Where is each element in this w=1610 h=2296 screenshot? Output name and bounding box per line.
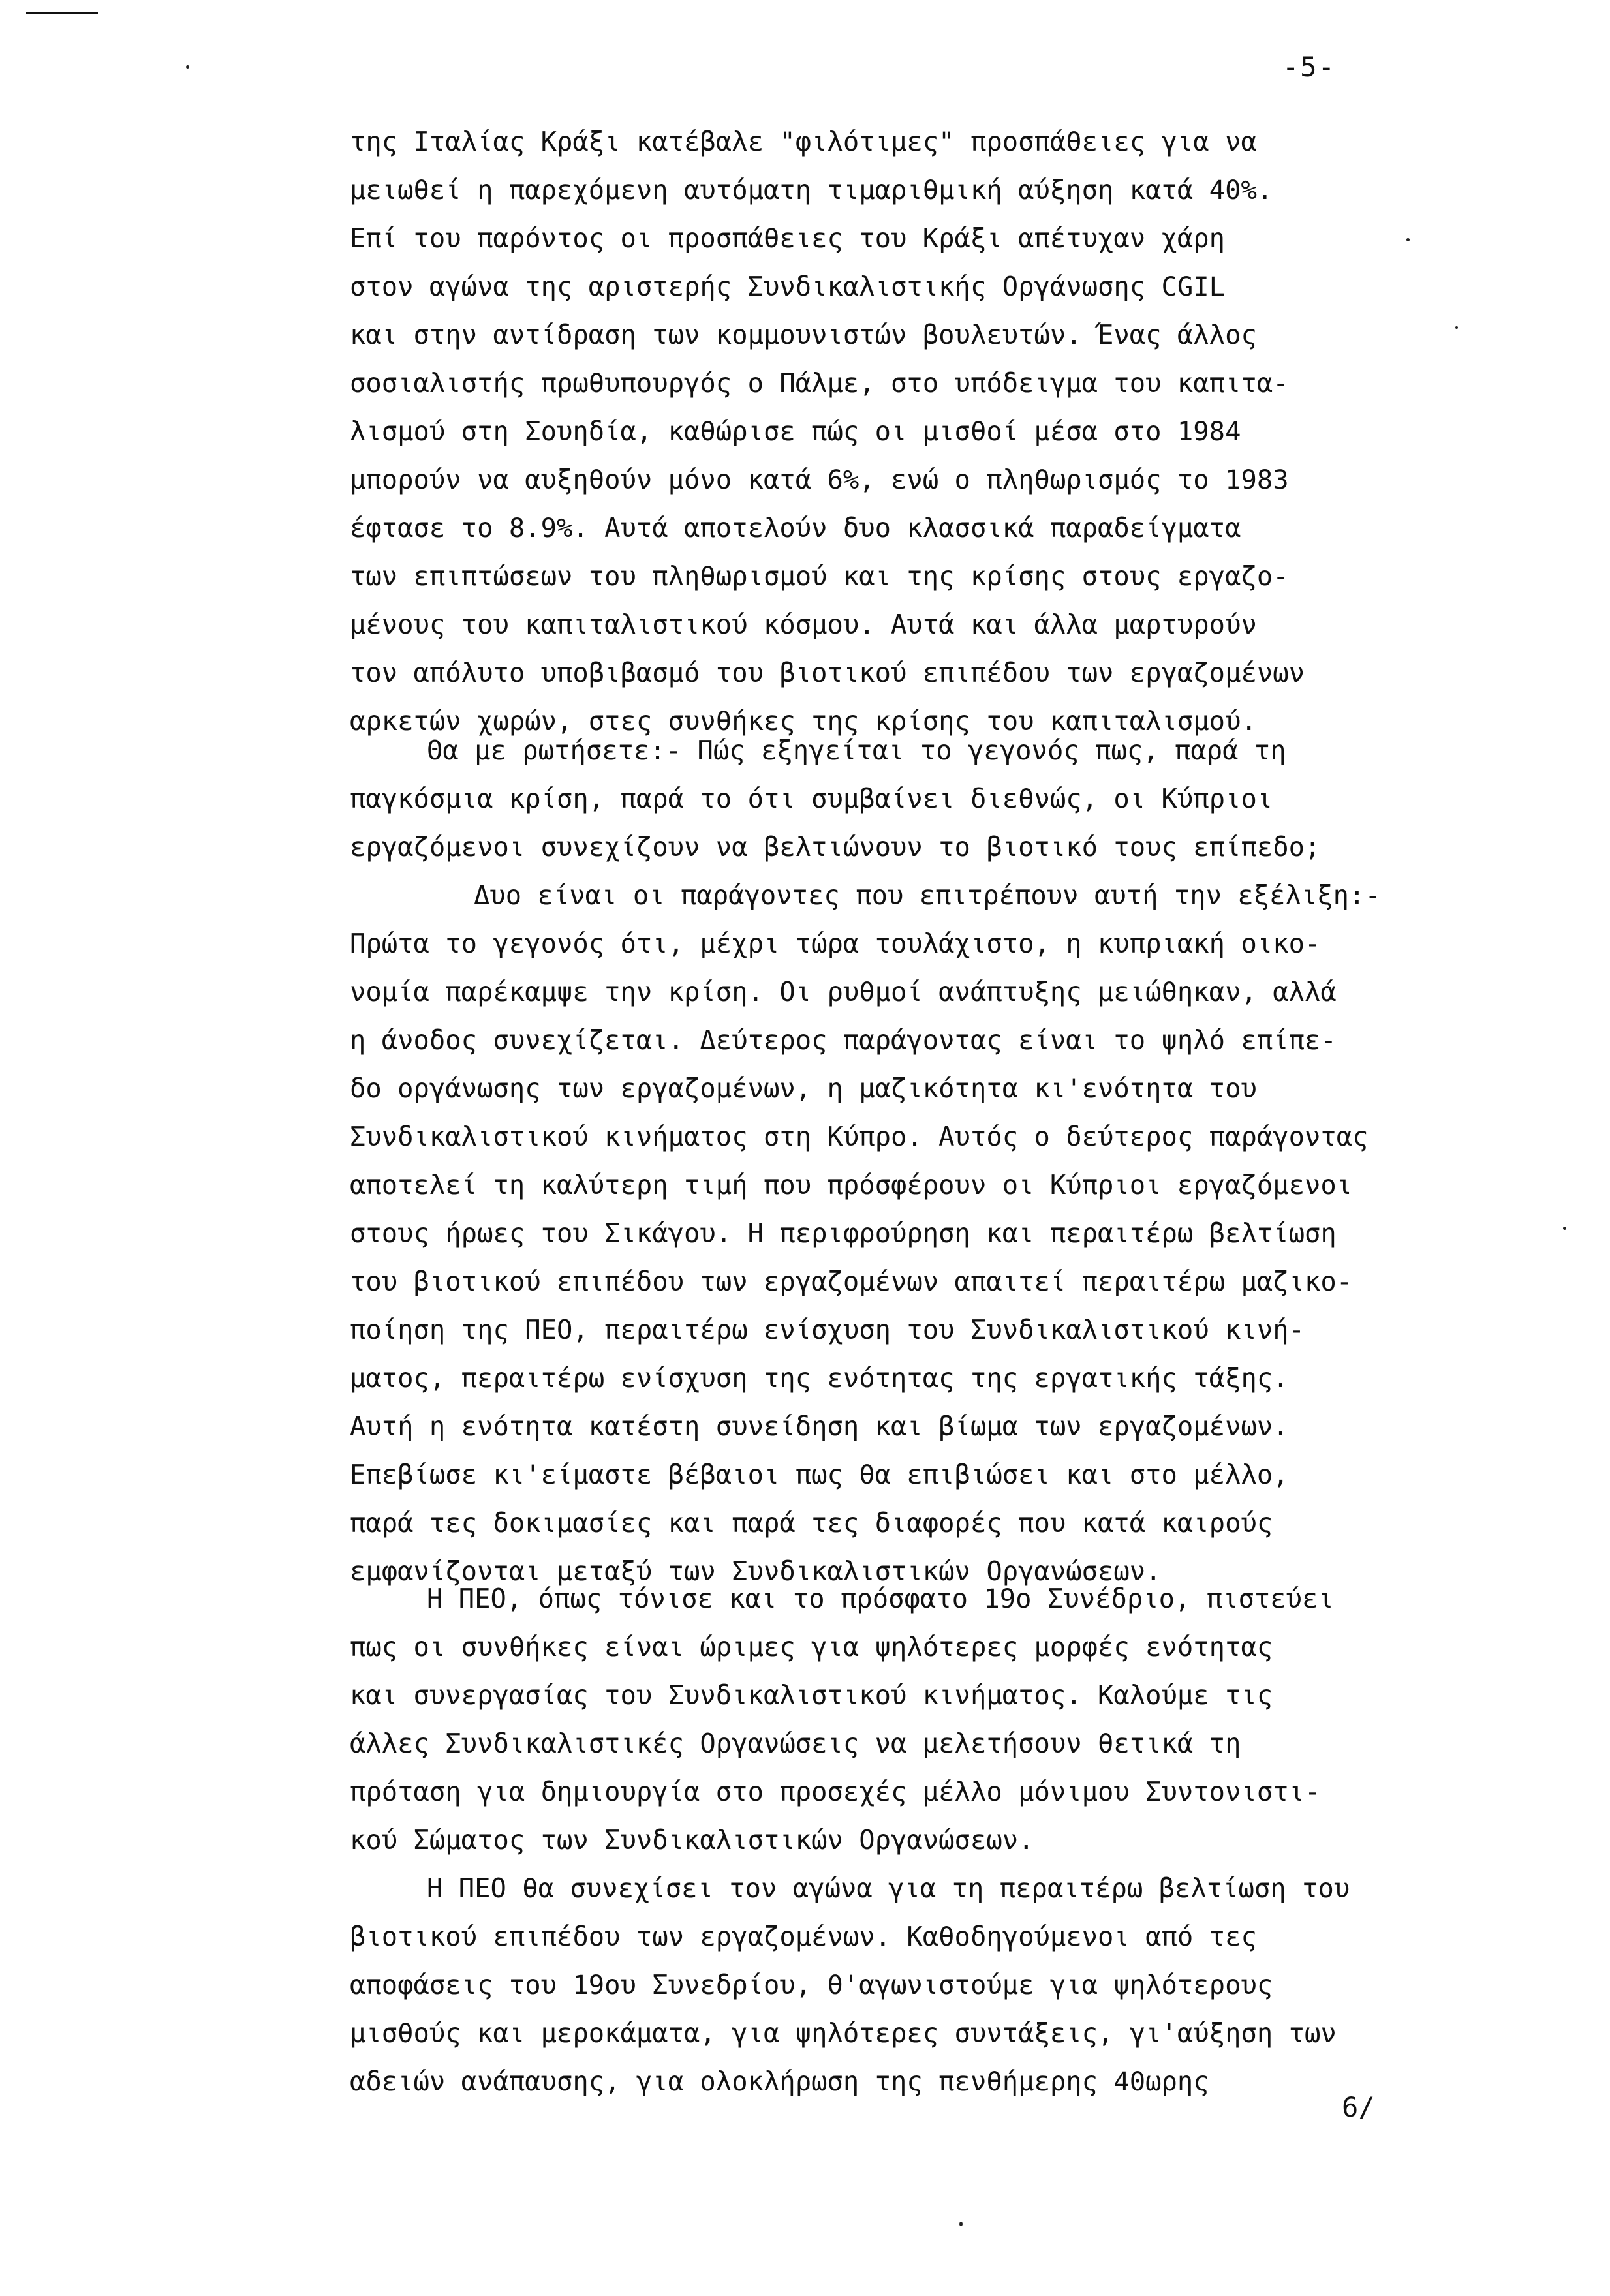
text-line: λισμού στη Σουηδία, καθώρισε πώς οι μισθοί μέσα στο 1984	[350, 416, 1241, 447]
scan-speck	[1455, 326, 1458, 329]
text-line: εμφανίζονται μεταξύ των Συνδικαλιστικών Οργανώσεων.	[350, 1555, 1162, 1587]
text-line: ποίηση της ΠΕΟ, περαιτέρω ενίσχυση του Συνδικαλιστικού κινή-	[350, 1314, 1305, 1345]
text-line: Η ΠΕΟ, όπως τόνισε και το πρόσφατο 19ο Συνέδριο, πιστεύει	[427, 1583, 1334, 1614]
paragraph-2	[350, 726, 1505, 871]
text-line: εργαζόμενοι συνεχίζουν να βελτιώνουν το βιοτικό τους επίπεδο;	[350, 831, 1321, 863]
text-line: αποτελεί τη καλύτερη τιμή που πρόσφέρουν οι Κύπριοι εργαζόμενοι	[350, 1169, 1353, 1201]
text-line: μένους του καπιταλιστικού κόσμου. Αυτά και άλλα μαρτυρούν	[350, 609, 1257, 640]
text-line: ματος, περαιτέρω ενίσχυση της ενότητας της εργατικής τάξης.	[350, 1362, 1289, 1394]
text-line: Πρώτα το γεγονός ότι, μέχρι τώρα τουλάχιστο, η κυπριακή οικο-	[350, 928, 1321, 959]
text-line: Η ΠΕΟ θα συνεχίσει τον αγώνα για τη περαιτέρω βελτίωση του	[427, 1873, 1350, 1904]
text-line: κού Σώματος των Συνδικαλιστικών Οργανώσεων.	[350, 1824, 1034, 1856]
text-line: νομία παρέκαμψε την κρίση. Οι ρυθμοί ανάπτυξης μειώθηκαν, αλλά	[350, 976, 1337, 1007]
text-line: πρόταση για δημιουργία στο προσεχές μέλλο μόνιμου Συντονιστι-	[350, 1776, 1321, 1807]
paragraph-4	[350, 1574, 1505, 1864]
paragraph-1	[350, 117, 1505, 745]
text-line: έφτασε το 8.9%. Αυτά αποτελούν δυο κλασσικά παραδείγματα	[350, 512, 1241, 543]
text-line: και συνεργασίας του Συνδικαλιστικού κινήματος. Καλούμε τις	[350, 1679, 1273, 1711]
text-line: πως οι συνθήκες είναι ώριμες για ψηλότερες μορφές ενότητας	[350, 1631, 1273, 1662]
text-line: παγκόσμια κρίση, παρά το ότι συμβαίνει διεθνώς, οι Κύπριοι	[350, 783, 1273, 814]
page-corner-mark	[26, 12, 98, 14]
scan-speck	[959, 2222, 963, 2226]
text-line: των επιπτώσεων του πληθωρισμού και της κρίσης στους εργαζο-	[350, 560, 1289, 592]
text-line: δο οργάνωσης των εργαζομένων, η μαζικότητα κι'ενότητα του	[350, 1073, 1257, 1104]
page-number: -5-	[1282, 51, 1336, 83]
text-line: του βιοτικού επιπέδου των εργαζομένων απαιτεί περαιτέρω μαζικο-	[350, 1266, 1353, 1297]
text-line: η άνοδος συνεχίζεται. Δεύτερος παράγοντας είναι το ψηλό επίπε-	[350, 1024, 1337, 1056]
text-line: Αυτή η ενότητα κατέστη συνείδηση και βίωμα των εργαζομένων.	[350, 1411, 1289, 1442]
paragraph-3	[350, 871, 1505, 1595]
text-line: Δυο είναι οι παράγοντες που επιτρέπουν αυτή την εξέλιξη:-	[474, 880, 1381, 911]
continuation-marker: 6/	[1342, 2091, 1375, 2123]
text-line: Επεβίωσε κι'είμαστε βέβαιοι πως θα επιβιώσει και στο μέλλο,	[350, 1459, 1289, 1490]
text-line: Επί του παρόντος οι προσπάθειες του Κράξι απέτυχαν χάρη	[350, 222, 1226, 254]
text-line: Συνδικαλιστικού κινήματος στη Κύπρο. Αυτός ο δεύτερος παράγοντας	[350, 1121, 1369, 1152]
text-line: τον απόλυτο υποβιβασμό του βιοτικού επιπέδου των εργαζομένων	[350, 657, 1305, 688]
text-line: και στην αντίδραση των κομμουνιστών βουλευτών. Ένας άλλος	[350, 319, 1257, 350]
text-line: της Ιταλίας Κράξι κατέβαλε "φιλότιμες" προσπάθειες για να	[350, 126, 1257, 157]
paragraph-5	[350, 1864, 1505, 2105]
text-line: μειωθεί η παρεχόμενη αυτόματη τιμαριθμική αύξηση κατά 40%.	[350, 174, 1273, 206]
scan-speck	[1406, 238, 1410, 241]
text-line: στον αγώνα της αριστερής Συνδικαλιστικής Οργάνωσης CGIL	[350, 271, 1226, 302]
scan-speck	[186, 65, 189, 69]
text-line: άλλες Συνδικαλιστικές Οργανώσεις να μελετήσουν θετικά τη	[350, 1728, 1241, 1759]
scan-speck	[1563, 1227, 1566, 1230]
text-line: στους ήρωες του Σικάγου. Η περιφρούρηση και περαιτέρω βελτίωση	[350, 1217, 1337, 1249]
text-line: μπορούν να αυξηθούν μόνο κατά 6%, ενώ ο πληθωρισμός το 1983	[350, 464, 1289, 495]
text-line: βιοτικού επιπέδου των εργαζομένων. Καθοδηγούμενοι από τες	[350, 1921, 1257, 1952]
text-line: αρκετών χωρών, στες συνθήκες της κρίσης του καπιταλισμού.	[350, 705, 1257, 737]
text-line: Θα με ρωτήσετε:- Πώς εξηγείται το γεγονός πως, παρά τη	[427, 735, 1286, 766]
text-line: παρά τες δοκιμασίες και παρά τες διαφορές που κατά καιρούς	[350, 1507, 1273, 1538]
text-line: μισθούς και μεροκάματα, για ψηλότερες συντάξεις, γι'αύξηση των	[350, 2017, 1337, 2049]
text-line: αδειών ανάπαυσης, για ολοκλήρωση της πενθήμερης 40ωρης	[350, 2066, 1209, 2097]
text-line: αποφάσεις του 19ου Συνεδρίου, θ'αγωνιστούμε για ψηλότερους	[350, 1969, 1273, 2000]
text-line: σοσιαλιστής πρωθυπουργός ο Πάλμε, στο υπόδειγμα του καπιτα-	[350, 367, 1289, 399]
